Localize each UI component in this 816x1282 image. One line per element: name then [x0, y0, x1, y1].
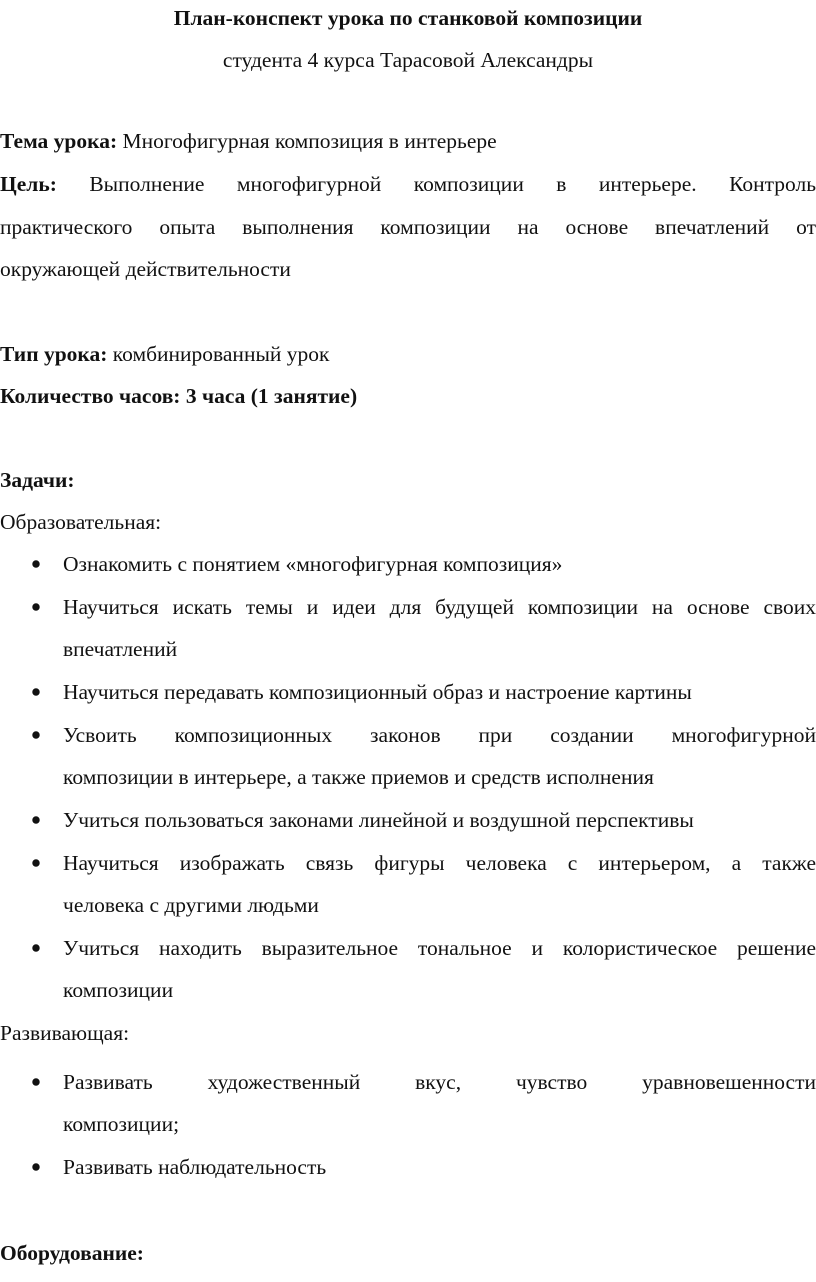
educational-item-3: Научиться передавать композиционный образ и настроение картины	[63, 680, 692, 704]
developing-label: Развивающая:	[0, 1021, 130, 1045]
bullet-icon	[32, 560, 39, 567]
bullet-icon	[32, 944, 39, 951]
educational-item-2-line-1: Научиться искать темы и идеи для будущей композиции на основе своих	[63, 595, 816, 619]
developing-item-1-line-1: Развивать художественный вкус, чувство уравновешенности	[63, 1070, 816, 1094]
bullet-icon	[32, 688, 39, 695]
educational-item-4-line-2: композиции в интерьере, а также приемов и средств исполнения	[63, 765, 654, 789]
educational-item-6-line-1: Научиться изображать связь фигуры человека с интерьером, а также	[63, 851, 816, 875]
educational-item-1: Ознакомить с понятием «многофигурная композиция»	[63, 552, 563, 576]
lesson-type-value: комбинированный урок	[112, 342, 330, 366]
bullet-icon	[32, 731, 39, 738]
bullet-icon	[32, 1163, 39, 1170]
educational-item-6-line-2: человека с другими людьми	[63, 893, 319, 917]
topic-label: Тема урока:	[0, 129, 118, 153]
educational-item-7-line-2: композиции	[63, 978, 174, 1002]
developing-item-1-line-2: композиции;	[63, 1112, 180, 1136]
goal-label: Цель:	[0, 172, 57, 196]
goal-line-3: окружающей действительности	[0, 257, 291, 281]
equipment-heading: Оборудование:	[0, 1241, 144, 1265]
goal-line-1	[0, 171, 816, 197]
educational-label: Образовательная:	[0, 510, 162, 534]
bullet-icon	[32, 859, 39, 866]
educational-item-2-line-2: впечатлений	[63, 637, 178, 661]
lesson-type-label: Тип урока:	[0, 342, 108, 366]
document-title: План-конспект урока по станковой композиции	[173, 6, 643, 30]
lesson-type-line	[0, 341, 816, 367]
educational-item-7-line-1: Учиться находить выразительное тональное и колористическое решение	[63, 936, 816, 960]
bullet-icon	[32, 603, 39, 610]
goal-text-1: Выполнение многофигурной композиции в интерьере. Контроль	[89, 172, 816, 196]
bullet-icon	[32, 1078, 39, 1085]
topic-value: Многофигурная композиция в интерьере	[122, 129, 497, 153]
goal-line-2: практического опыта выполнения композиции на основе впечатлений от	[0, 215, 816, 239]
tasks-heading: Задачи:	[0, 468, 75, 492]
topic-line	[0, 128, 816, 154]
bullet-icon	[32, 816, 39, 823]
educational-item-4-line-1: Усвоить композиционных законов при создании многофигурной	[63, 723, 816, 747]
educational-item-5: Учиться пользоваться законами линейной и воздушной перспективы	[63, 808, 694, 832]
developing-item-2: Развивать наблюдательность	[63, 1155, 327, 1179]
document-subtitle: студента 4 курса Тарасовой Александры	[222, 48, 594, 72]
hours-line: Количество часов: 3 часа (1 занятие)	[0, 384, 358, 408]
